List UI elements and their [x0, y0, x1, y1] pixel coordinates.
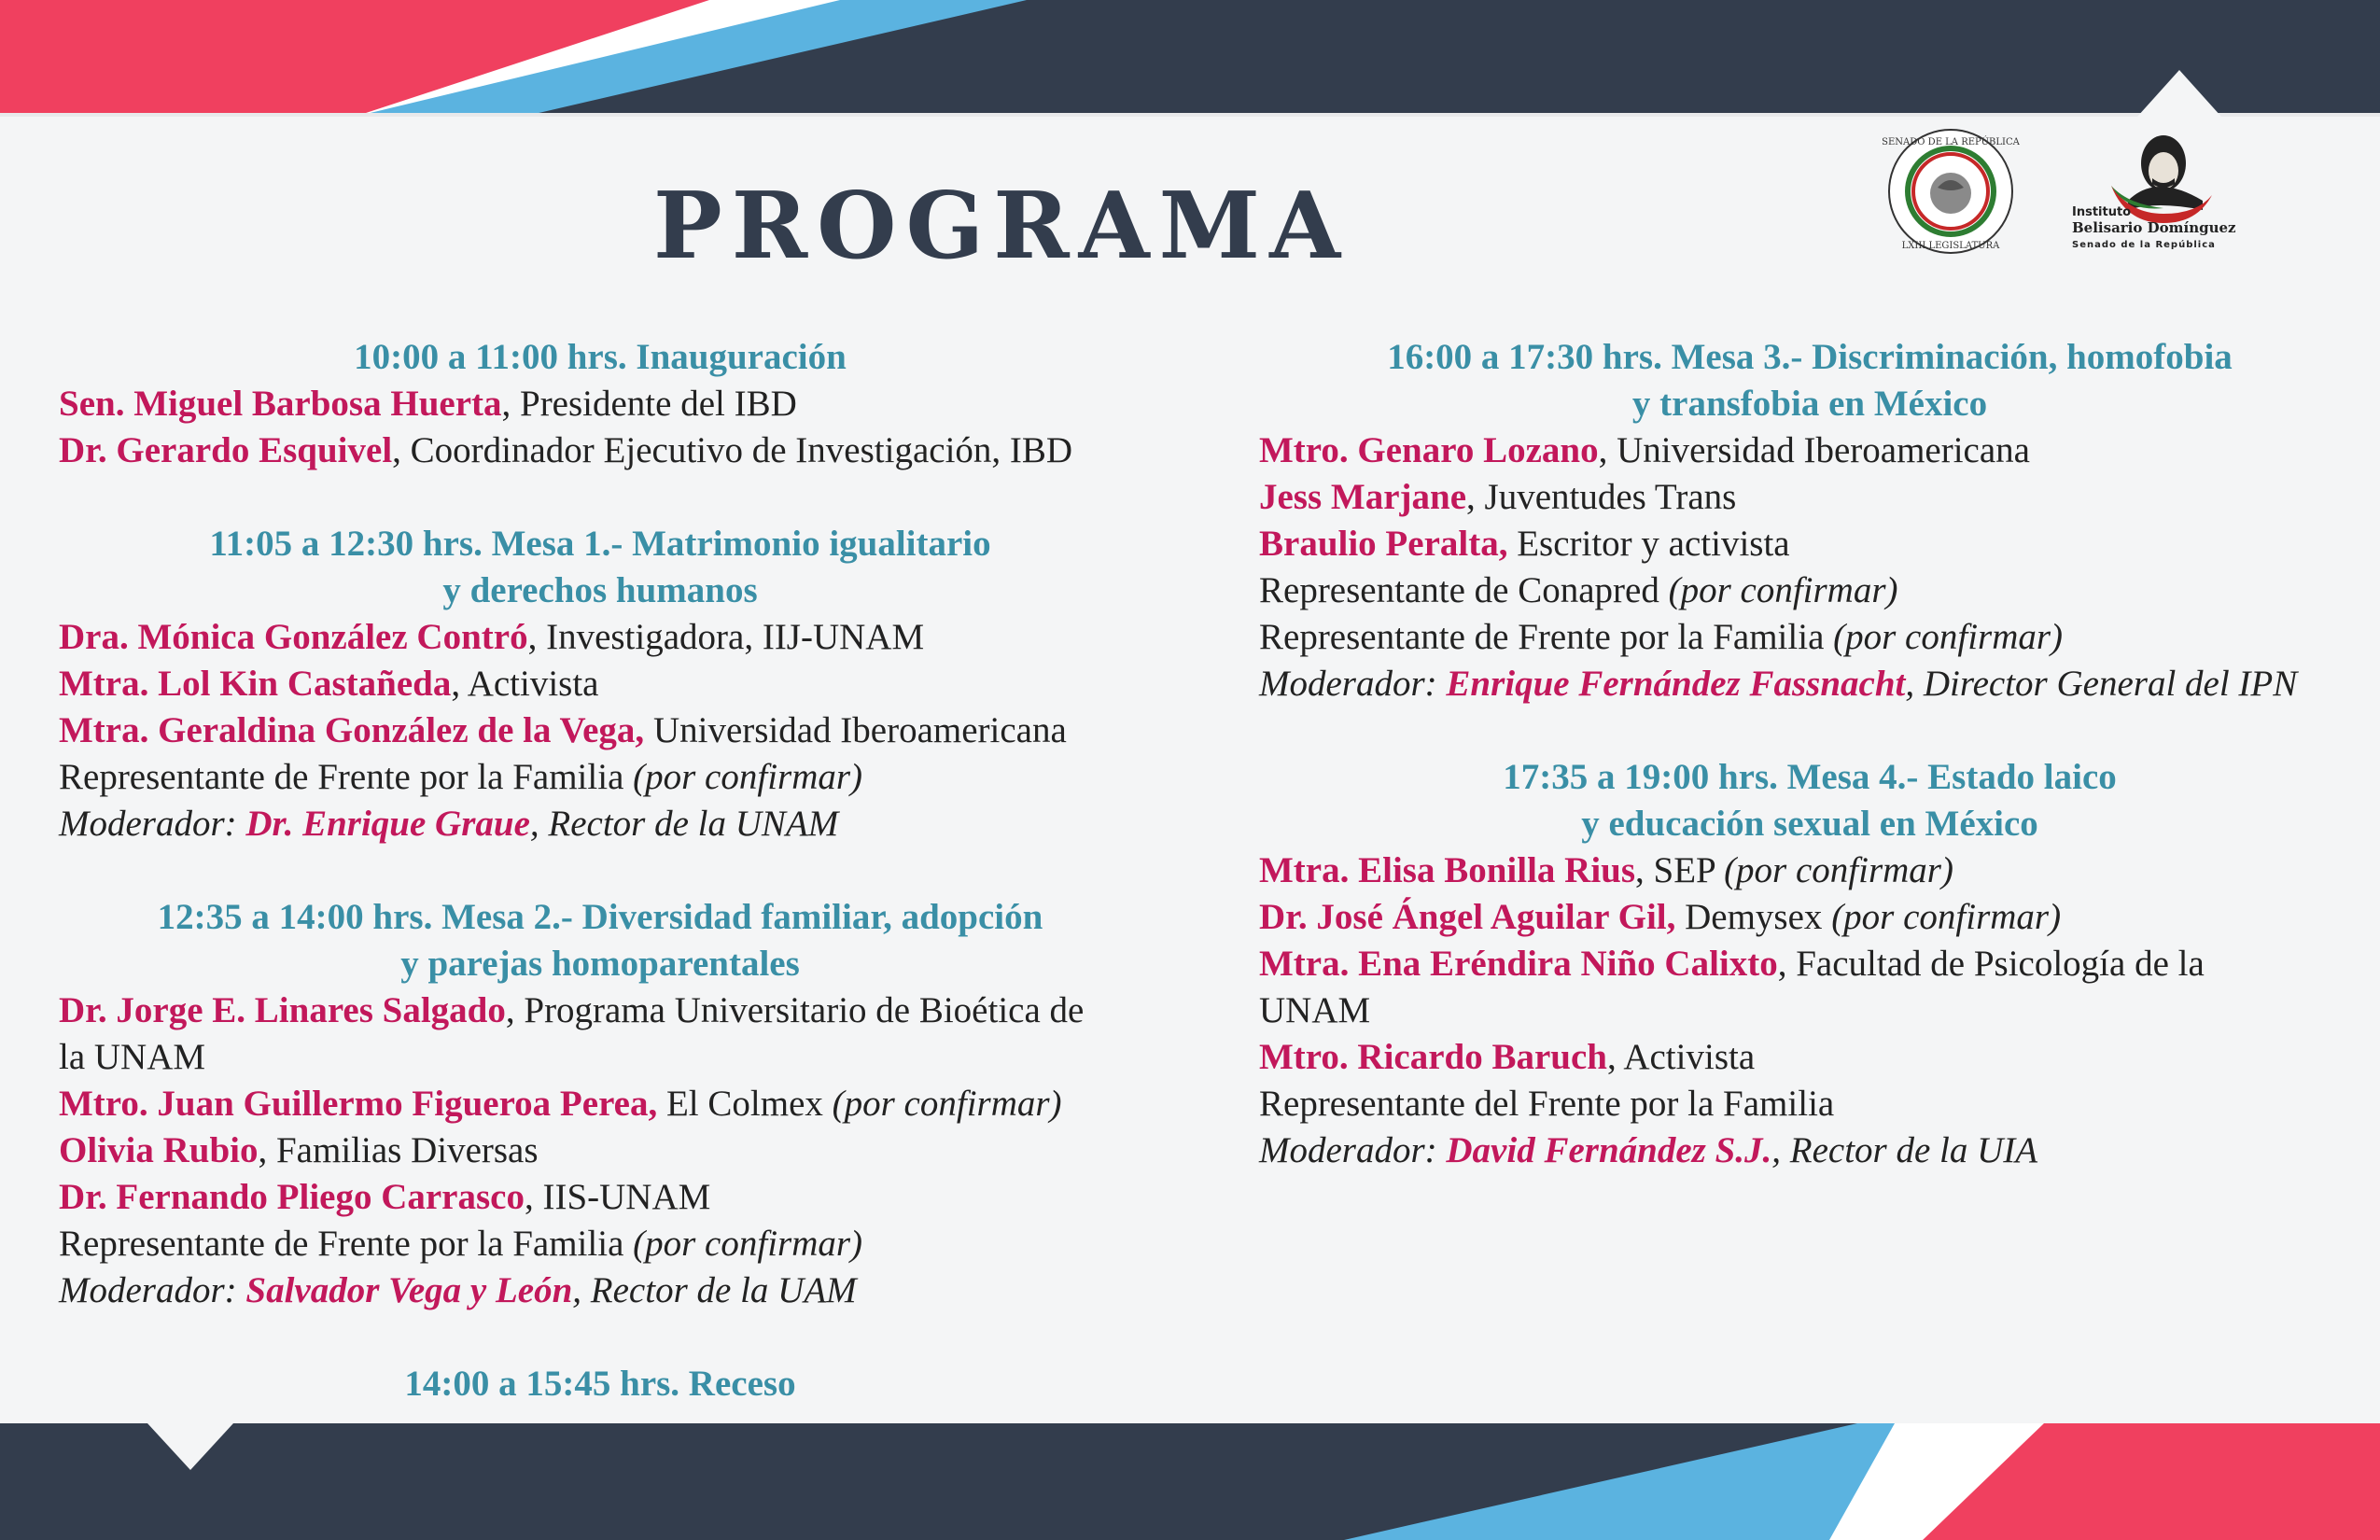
participant-name: Dr. Fernando Pliego Carrasco	[59, 1177, 525, 1217]
ibd-line2: Belisario Domínguez	[2072, 219, 2236, 236]
participant-affiliation: , Juventudes Trans	[1466, 477, 1737, 517]
moderator-name: Enrique Fernández Fassnacht	[1446, 664, 1906, 704]
participant-line	[59, 987, 1104, 1081]
participant-line	[1259, 1081, 2360, 1127]
participant-line	[1259, 847, 2360, 894]
session-mesa-3	[1259, 334, 2360, 707]
participant-line	[59, 661, 1141, 707]
participant-line	[59, 614, 1141, 661]
participant-affiliation: El Colmex	[657, 1084, 833, 1124]
confirm-note: (por confirmar)	[1668, 570, 1898, 610]
top-decorative-band	[0, 0, 2380, 117]
participant-affiliation: , Programa Universitario de Bioética de la UNAM	[59, 990, 1085, 1077]
participant-line	[1259, 941, 2295, 1034]
ibd-logo	[2072, 135, 2236, 250]
participant-affiliation: , Presidente del IBD	[501, 384, 797, 424]
institution-logos	[1867, 126, 2249, 266]
confirm-note: (por confirmar)	[832, 1084, 1062, 1124]
participant-affiliation: , SEP	[1635, 850, 1725, 890]
participant-affiliation: Demysex	[1675, 897, 1832, 937]
session-mesa-2	[59, 894, 1141, 1314]
participant-line	[59, 1221, 1141, 1267]
moderator-label: Moderador:	[1259, 1130, 1447, 1170]
session-mesa-1	[59, 521, 1141, 847]
participant-line	[59, 1081, 1141, 1127]
participant-name: Mtro. Ricardo Baruch	[1259, 1037, 1607, 1077]
moderator-line	[59, 801, 1141, 847]
participant-name: Jess Marjane	[1259, 477, 1467, 517]
confirm-note: (por confirmar)	[633, 1224, 863, 1264]
moderator-label: Moderador:	[59, 1270, 246, 1310]
moderator-label: Moderador:	[59, 804, 246, 844]
session-inauguracion	[59, 334, 1141, 474]
participant-name: Olivia Rubio	[59, 1130, 259, 1170]
participant-affiliation: , Universidad Iberoamericana	[1598, 430, 2030, 470]
participant-affiliation: , Activista	[451, 664, 599, 704]
participant-line	[1259, 1034, 2360, 1081]
participant-line	[59, 707, 1141, 754]
participant-line	[1259, 894, 2360, 941]
participant-affiliation: , Activista	[1606, 1037, 1756, 1077]
session-heading: 11:05 a 12:30 hrs. Mesa 1.- Matrimonio igualitario	[209, 524, 991, 564]
session-heading: 16:00 a 17:30 hrs. Mesa 3.- Discriminación, homofobia	[1387, 337, 2233, 377]
moderator-line	[59, 1267, 1141, 1314]
participant-line	[59, 427, 1141, 474]
participant-name: Sen. Miguel Barbosa Huerta	[59, 384, 502, 424]
participant-line	[1259, 567, 2360, 614]
participant-line	[1259, 521, 2360, 567]
senado-seal-icon	[1882, 130, 2020, 253]
moderator-affiliation: , Rector de la UAM	[572, 1270, 857, 1310]
session-heading: 17:35 a 19:00 hrs. Mesa 4.- Estado laico	[1503, 757, 2117, 797]
participant-name: Mtro. Genaro Lozano	[1259, 430, 1599, 470]
confirm-note: (por confirmar)	[633, 757, 863, 797]
participant-line	[1259, 474, 2360, 521]
page-title: PROGRAMA	[653, 173, 1351, 280]
participant-text: Representante de Conapred	[1259, 570, 1669, 610]
ibd-line3: Senado de la República	[2072, 240, 2216, 250]
bottom-decorative-band	[0, 1423, 2380, 1540]
participant-line	[59, 1174, 1141, 1221]
participant-affiliation: , Coordinador Ejecutivo de Investigación, IBD	[392, 430, 1073, 470]
moderator-affiliation: , Rector de la UIA	[1771, 1130, 2038, 1170]
participant-name: Dra. Mónica González Contró	[59, 617, 528, 657]
session-heading-cont: y transfobia en México	[1631, 384, 1988, 424]
participant-text: Representante de Frente por la Familia	[59, 757, 634, 797]
participant-line	[59, 754, 1141, 801]
participant-affiliation: Universidad Iberoamericana	[644, 710, 1067, 750]
participant-affiliation: , Investigadora, IIJ-UNAM	[527, 617, 925, 657]
confirm-note: (por confirmar)	[1724, 850, 1953, 890]
moderator-name: Salvador Vega y León	[245, 1270, 573, 1310]
participant-affiliation: , Facultad de Psicología de la UNAM	[1259, 944, 2205, 1030]
participant-name: Mtra. Geraldina González de la Vega,	[59, 710, 645, 750]
moderator-line	[1259, 1127, 2360, 1174]
participant-name: Mtra. Ena Eréndira Niño Calixto	[1259, 944, 1778, 984]
participant-affiliation: , IIS-UNAM	[524, 1177, 711, 1217]
session-heading: 14:00 a 15:45 hrs. Receso	[404, 1364, 796, 1404]
session-heading: 12:35 a 14:00 hrs. Mesa 2.- Diversidad familiar, adopción	[157, 897, 1043, 937]
session-mesa-4	[1259, 754, 2360, 1174]
moderator-label: Moderador:	[1259, 664, 1447, 704]
moderator-name: David Fernández S.J.	[1446, 1130, 1772, 1170]
participant-line	[1259, 614, 2360, 661]
participant-name: Dr. Jorge E. Linares Salgado	[59, 990, 506, 1030]
participant-text: Representante de Frente por la Familia	[59, 1224, 634, 1264]
participant-line	[1259, 427, 2360, 474]
participant-affiliation: , Familias Diversas	[258, 1130, 539, 1170]
senado-ring-text: SENADO DE LA REPÚBLICA	[1882, 137, 2020, 147]
participant-name: Braulio Peralta,	[1259, 524, 1508, 564]
session-heading-cont: y parejas homoparentales	[400, 944, 800, 984]
participant-text: Representante de Frente por la Familia	[1259, 617, 1834, 657]
moderator-affiliation: , Director General del IPN	[1905, 664, 2298, 704]
ibd-line1: Instituto	[2072, 205, 2132, 219]
participant-name: Mtra. Lol Kin Castañeda	[59, 664, 452, 704]
participant-line	[59, 381, 1141, 427]
moderator-affiliation: , Rector de la UNAM	[529, 804, 839, 844]
confirm-note: (por confirmar)	[1833, 617, 2064, 657]
participant-affiliation: Escritor y activista	[1507, 524, 1790, 564]
session-receso	[59, 1361, 1141, 1407]
participant-name: Dr. José Ángel Aguilar Gil,	[1259, 897, 1676, 937]
session-heading: 10:00 a 11:00 hrs. Inauguración	[354, 337, 847, 377]
session-heading-cont: y educación sexual en México	[1581, 804, 2038, 844]
program-left-column	[59, 334, 1141, 1407]
participant-text: Representante del Frente por la Familia	[1259, 1084, 1835, 1124]
program-right-column	[1259, 334, 2360, 1174]
session-heading-cont: y derechos humanos	[442, 570, 758, 610]
participant-line	[59, 1127, 1141, 1174]
confirm-note: (por confirmar)	[1831, 897, 2062, 937]
participant-name: Dr. Gerardo Esquivel	[59, 430, 393, 470]
moderator-line	[1259, 661, 2360, 707]
participant-name: Mtra. Elisa Bonilla Rius	[1259, 850, 1636, 890]
moderator-name: Dr. Enrique Graue	[245, 804, 530, 844]
senado-bottom-text: LXIII LEGISLATURA	[1901, 241, 2000, 251]
participant-name: Mtro. Juan Guillermo Figueroa Perea,	[59, 1084, 658, 1124]
